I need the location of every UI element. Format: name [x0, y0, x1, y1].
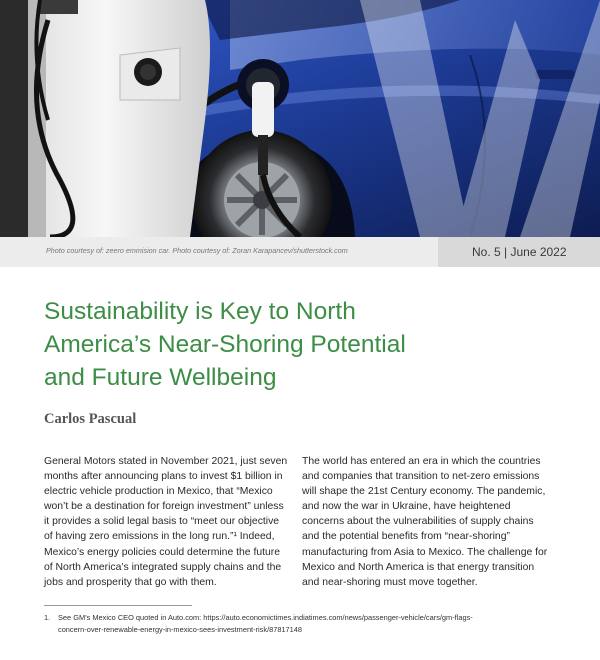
footnote-divider [44, 605, 192, 606]
body-line: it provides a solid legal basis to “meet our objective [44, 516, 280, 528]
footnote-line: concern-over-renewable-energy-in-mexico-sees-investment-risk/87817148 [58, 624, 302, 634]
body-line: Mexico’s energy policies could determine the future [44, 546, 281, 558]
body-line: months after announcing plans to invest $1 billion in [44, 471, 283, 483]
body-line: jobs and prosperity that go with them. [44, 576, 217, 588]
body-line: of having zero emissions in the long run.”¹ Indeed, [44, 531, 275, 543]
issue-number-date: No. 5 | June 2022 [472, 245, 567, 259]
title-line: and Future Wellbeing [44, 364, 277, 391]
body-line: The world has entered an era in which the countries [302, 456, 541, 467]
article-title [44, 295, 544, 394]
body-line: of North America’s integrated supply chains and the [44, 561, 282, 573]
electric-car-charging-photo [0, 0, 600, 237]
body-column-left [44, 454, 292, 590]
issue-box [438, 237, 600, 267]
footnote-number: 1. [44, 613, 51, 622]
body-column-right [302, 454, 550, 590]
body-line: General Motors stated in November 2021, just seven [44, 456, 288, 467]
body-line: concerns about the vulnerabilities of supply chains [302, 516, 534, 528]
body-line: and near-shoring must move together. [302, 576, 478, 588]
body-line: and the potential benefits from “near-shoring” [302, 531, 510, 543]
title-line: Sustainability is Key to North [44, 298, 356, 325]
footnote-text [58, 612, 558, 635]
body-line: manufacturing from Asia to Mexico. The challenge for [302, 546, 548, 558]
title-line: America’s Near-Shoring Potential [44, 331, 406, 358]
body-line: and companies that transition to net-zero emissions [302, 471, 540, 483]
body-line: electric vehicle production in Mexico, that “Mexico [44, 486, 273, 498]
author-byline: Carlos Pascual [44, 411, 137, 427]
body-line: and now the war in Ukraine, have heightened [302, 501, 511, 513]
body-line: will shape the 21st Century economy. The pandemic, [302, 486, 546, 498]
body-line: Mexico and North America is that energy transition [302, 561, 535, 573]
footnote-line: See GM’s Mexico CEO quoted in Auto.com: https://auto.economictimes.indiatimes.com/news/passenger-vehicle/cars/gm-flags- [58, 613, 473, 622]
caption-bar [0, 237, 600, 267]
hero-photo [0, 0, 600, 237]
photo-credit: Photo courtesy of: zeero emmision car. Photo courtesy of: Zoran Karapancev/shutterstock.com [46, 246, 348, 255]
body-line: won’t be a destination for foreign investment” unless [44, 501, 284, 513]
